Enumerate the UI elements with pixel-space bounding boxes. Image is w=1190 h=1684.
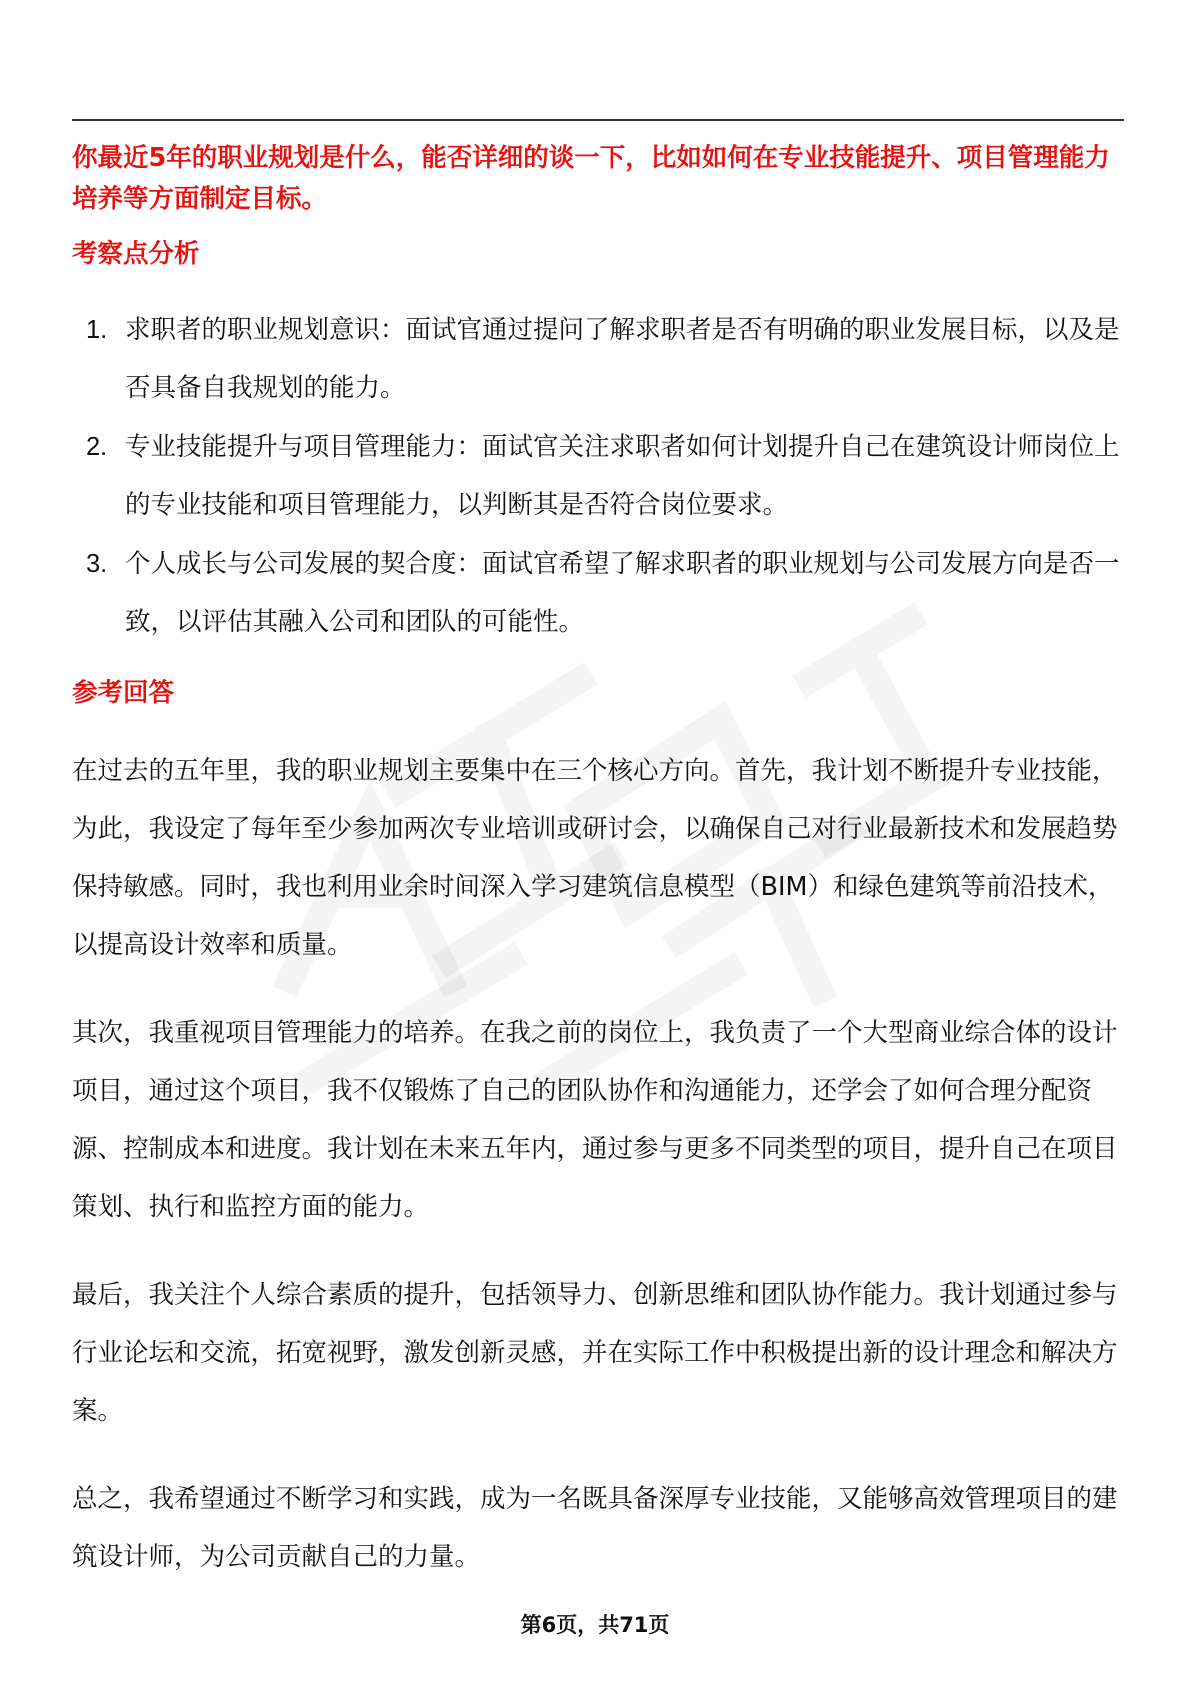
page-number-footer: 第6页，共71页 — [520, 1613, 670, 1637]
point-number: 1. — [86, 316, 108, 344]
analysis-point — [72, 301, 1124, 417]
analysis-point — [72, 535, 1124, 651]
answer-paragraph: 总之，我希望通过不断学习和实践，成为一名既具备深厚专业技能，又能够高效管理项目的建筑设计师，为公司贡献自己的力量。 — [72, 1484, 1118, 1572]
top-divider — [72, 119, 1124, 121]
question-text: 你最近5年的职业规划是什么，能否详细的谈一下，比如如何在专业技能提升、项目管理能力培养等方面制定目标。 — [72, 143, 1110, 214]
point-text: 专业技能提升与项目管理能力：面试官关注求职者如何计划提升自己在建筑设计师岗位上的专业技能和项目管理能力，以判断其是否符合岗位要求。 — [125, 432, 1120, 520]
answer-paragraph: 在过去的五年里，我的职业规划主要集中在三个核心方向。首先，我计划不断提升专业技能，为此，我设定了每年至少参加两次专业培训或研讨会，以确保自己对行业最新技术和发展趋势保持敏感。同时，我也利用业余时间深入学习建筑信息模型（BIM）和绿色建筑等前沿技术，以提高设计效率和质量。 — [72, 756, 1118, 960]
answer-paragraph: 最后，我关注个人综合素质的提升，包括领导力、创新思维和团队协作能力。我计划通过参与行业论坛和交流，拓宽视野，激发创新灵感，并在实际工作中积极提出新的设计理念和解决方案。 — [72, 1280, 1118, 1426]
point-number: 2. — [86, 433, 108, 461]
point-text: 个人成长与公司发展的契合度：面试官希望了解求职者的职业规划与公司发展方向是否一致，以评估其融入公司和团队的可能性。 — [125, 549, 1120, 637]
analysis-point-list — [72, 301, 1124, 651]
analysis-heading: 考察点分析 — [72, 239, 200, 269]
main-content — [72, 138, 1124, 1586]
point-number: 3. — [86, 550, 108, 578]
analysis-point — [72, 418, 1124, 534]
point-text: 求职者的职业规划意识：面试官通过提问了解求职者是否有明确的职业发展目标，以及是否具备自我规划的能力。 — [125, 315, 1120, 403]
answer-heading: 参考回答 — [72, 678, 175, 708]
answer-paragraph: 其次，我重视项目管理能力的培养。在我之前的岗位上，我负责了一个大型商业综合体的设计项目，通过这个项目，我不仅锻炼了自己的团队协作和沟通能力，还学会了如何合理分配资源、控制成本和进度。我计划在未来五年内，通过参与更多不同类型的项目，提升自己在项目策划、执行和监控方面的能力。 — [72, 1018, 1118, 1222]
